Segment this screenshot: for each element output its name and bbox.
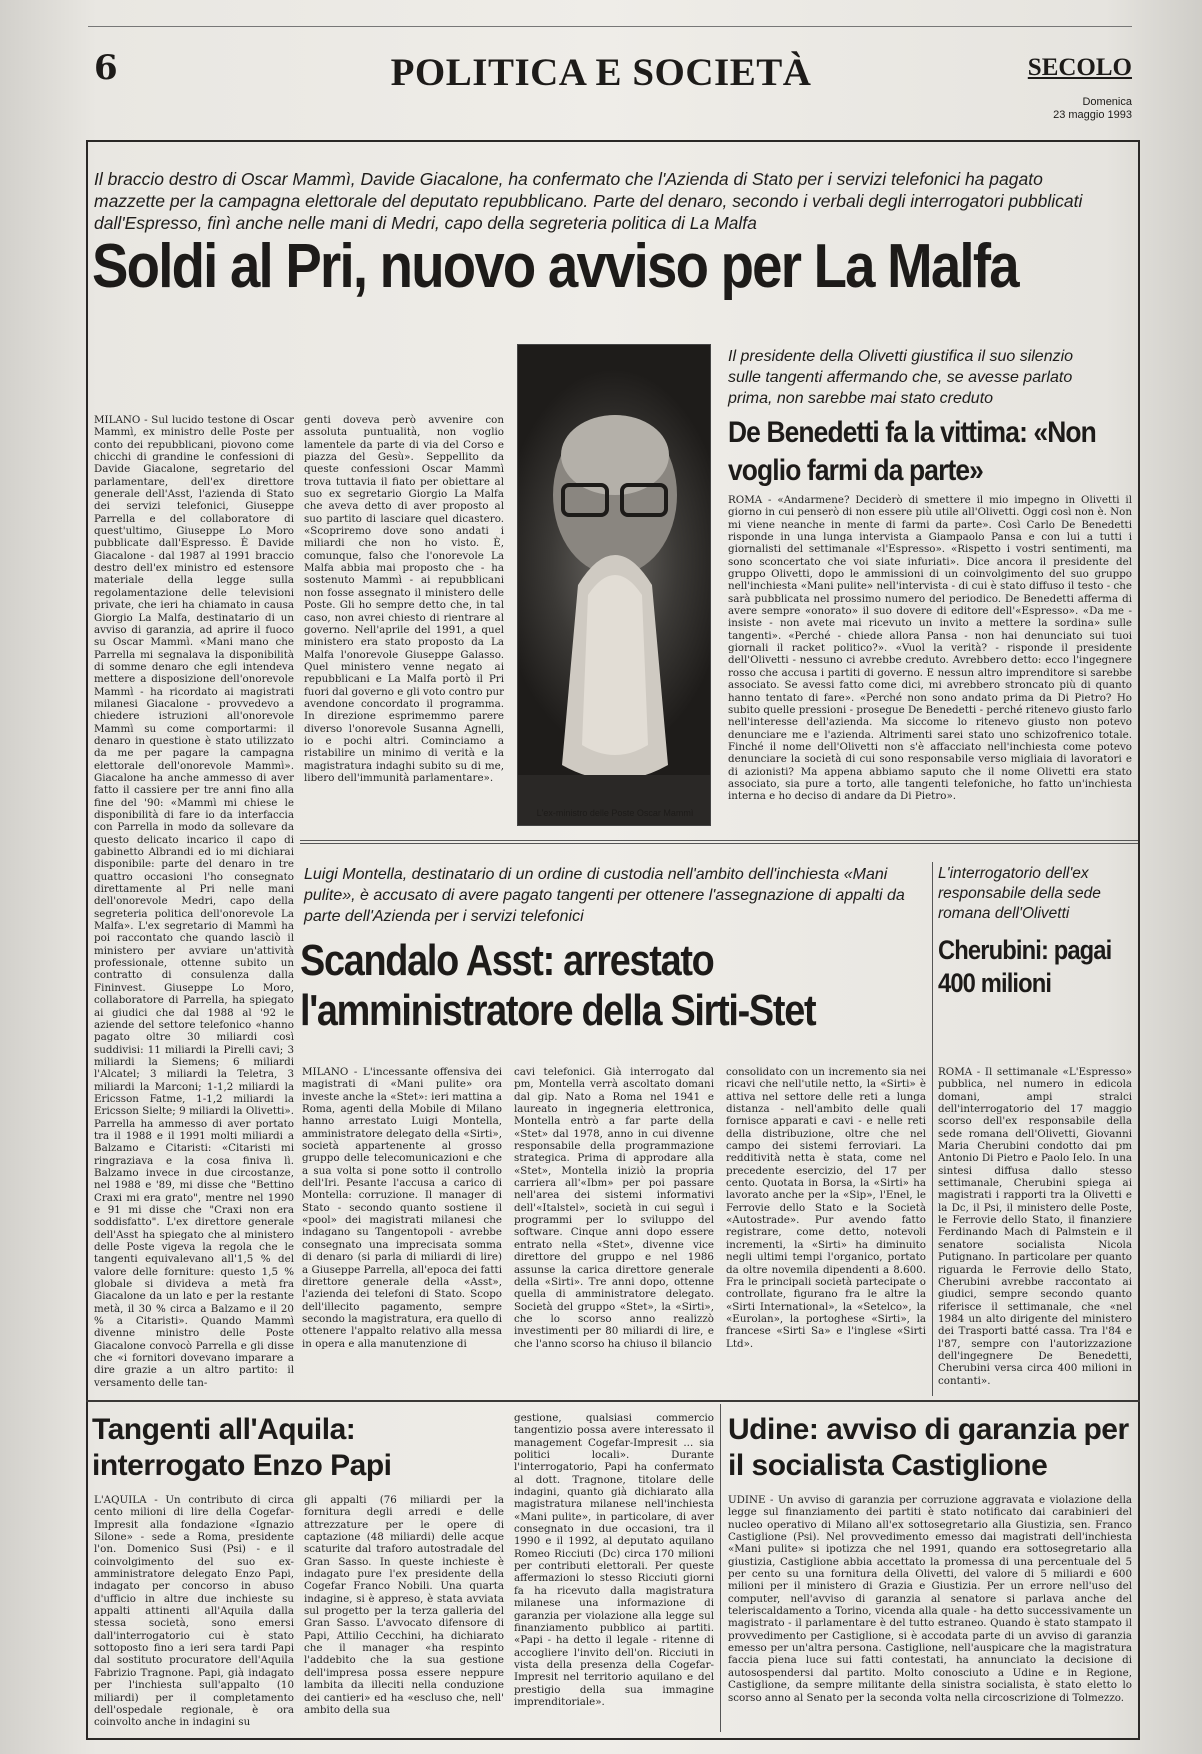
section-rule: [300, 840, 1138, 844]
debenedetti-kicker: Il presidente della Olivetti giustifica il suo silenzio sulle tangenti affermando che, se avesse parlato prima, non sarebbe mai stato creduto: [728, 348, 1074, 407]
sirti-kicker: Luigi Montella, destinatario di un ordine di custodia nell'ambito dell'inchiesta «Mani pulite», è accusato di avere pagato tangenti per ottenere l'assegnazione di appalti da parte dell'Azienda per i servizi telefonici: [304, 866, 905, 925]
portrait-figure: [518, 345, 711, 826]
main-col1: MILANO - Sul lucido testone di Oscar Mammì, ex ministro delle Poste per conto dei repubblicani, piovono come chicchi di grandine le confessioni di Davide Giacalone, segretario del parlamentare, dell'ex direttore generale dell'Asst, l'azienda di Stato dei servizi telefonici, Giuseppe Parrella e del collaboratore di quest'ultimo, Giuseppe Lo Moro pubblicate dall'Espresso. È Davide Giacalone - dal 1987 al 1991 braccio destro dell'ex ministro ed estensore materiale della legge sulla regolamentazione delle televisioni private, che ieri ha chiamato in causa Giorgio La Malfa, destinatario di un avviso di garanzia, ad aprire il fuoco su Oscar Mammì. «Mani mano che Parrella mi segnalava la disponibilità di somme denaro che egli intendeva mettere a disposizione dell'onorevole Mammì - ha ricordato ai magistrati milanesi Giacalone - provvedevo a chiedere istruzioni all'onorevole Mammì su come comportarmi: il denaro in questione è stato utilizzato da me per pagare la campagna elettorale dell'onorevole Mammì». Giacalone ha anche ammesso di aver fatto il cassiere per tre anni fino alla fine del '90: «Mammì mi chiese le disponibilità di fare io da interfaccia con Parrella in modo da sollevare da questo delicato incarico il capo di gabinetto Albrandi ed io mi dichiarai disponibile: parte del denaro in tre quattro occasioni l'ho consegnato direttamente al Pri nelle mani dell'onorevole Medri, capo della segreteria politica dell'onorevole La Malfa». L'ex segretario di Mammì ha poi raccontato che quando lasciò il ministero per avviare un'attività professionale, ottenne subito un contratto di consulenza dalla Fininvest. Giuseppe Lo Moro, collaboratore di Parrella, ha spiegato ai giudici che dal 1988 al '92 le aziende del settore telefonico «hanno pagato oltre 30 miliardi così suddivisi: 11 miliardi la Pirelli cavi; 3 miliardi la Siemens; 6 miliardi l'Alcatel; 3 miliardi la Teletra, 3 miliardi la Marconi; 1-1,2 miliardi la Ericsson Fatme, 1-1,2 miliardi la Ericsson Sielte; 9 miliardi la Olivetti». Parrella ha ammesso di aver portato tra il 1988 e il 1991 molti miliardi a Balzamo e Citaristi: «Citaristi mi ringraziava e la cosa finiva lì. Balzamo invece in due circostanze, nel 1988 e '89, mi disse che "Bettino Craxi mi era grato", mentre nel 1990 e 91 mi disse che "Craxi non era soddisfatto". L'ex direttore generale dell'Asst ha spiegato che al ministero delle Poste vigeva la regola che le tangenti equivalevano all'1,5 % del valore delle forniture: questo 1,5 % globale si divideva a metà fra Giacalone da un lato e per la restante metà, il 30 % circa a Balzamo e il 20 % a Citaristi». Quando Mammì divenne ministro delle Poste Giacalone convocò Parrella e gli disse che «i fornitori dovevano imparare a dire grazie a un altro partito: il versamento delle tan-: [94, 414, 294, 1389]
sirti-headline: Scandalo Asst: arrestato l'amministratore della Sirti-Stet: [300, 936, 816, 1035]
sirti-col2: cavi telefonici. Già interrogato dal pm, Montella verrà ascoltato domani dal gip. Nato a Roma nel 1941 e laureato in ingegneria elettronica, Montella entrò a far parte della «Stet» dal 1978, anno in cui divenne responsabile della programmazione strategica. Prima di approdare alla «Stet», Montella iniziò la propria carriera all'«Ibm» per poi passare nell'area dei sistemi informativi dell'«Italstel», società in cui seguì i programmi per lo sviluppo del software. Cinque anni dopo essere entrato nella «Stet», divenne vice direttore del gruppo e nel 1986 assunse la carica direttore generale della «Sirti». Tre anni dopo, ottenne quella di amministratore delegato. Società del gruppo «Stet», la «Sirti», che lo scorso anno realizzò investimenti per 80 miliardi di lire, e che l'anno scorso ha chiuso il bilancio: [514, 1066, 714, 1350]
cherubini-kicker: L'interrogatorio dell'ex responsabile della sede romana dell'Olivetti: [938, 865, 1101, 922]
page-number: 6: [94, 48, 118, 88]
sirti-col3: consolidato con un incremento sia nei ricavi che nell'utile netto, la «Sirti» è attiva nel settore delle reti a lunga distanza - nell'ambito delle quali fornisce apparati e cavi - e nelle reti della distribuzione, oltre che nel campo dei sistemi ferroviari. La redditività netta è stata, come nel precedente esercizio, del 17 per cento. Quotata in Borsa, la «Sirti» ha lavorato anche per la «Sip», l'Enel, le Ferrovie dello Stato e la Società «Autostrade». Pur avendo fatto registrare, come detto, notevoli incrementi, la «Sirti» ha diminuito negli ultimi tempi l'organico, portato da oltre novemila dipendenti a 8.600. Fra le principali società partecipate o controllate, figurano fra le altre la «Sirti International», la «Setelco», la «Eurolan», la portoghese «Sirti», la francese «Sirti Sa» e l'inglese «Sirti Ltd».: [726, 1066, 926, 1350]
udine-divider: [720, 1404, 721, 1732]
section-title: POLITICA E SOCIETÀ: [390, 51, 812, 94]
dateline: [992, 96, 1132, 122]
aquila-col2: gli appalti (76 miliardi per la fornitura degli arredi e delle attrezzature per le opere di captazione (48 miliardi) delle acque scaturite dal traforo autostradale del Gran Sasso. In queste inchieste è indagato pure l'ex presidente della Cogefar Franco Nobili. Una quarta indagine, si è appreso, è stata avviata sul progetto per la terza galleria del Gran Sasso. L'avvocato difensore di Papi, Attilio Cecchini, ha dichiarato che il manager «ha respinto l'addebito che la sua gestione dell'impresa possa essere neppure lambita da illeciti nella conduzione dei cantieri» ed ha «escluso che, nell' ambito della sua: [304, 1494, 504, 1716]
bottom-rule: [86, 1400, 1140, 1402]
main-col2: genti doveva però avvenire con assoluta puntualità, non voglio lamentele da parte di via del Corso e piazza del Gesù». Seppellito da queste confessioni Oscar Mammì trova tuttavia il fiato per obiettare al suo ex segretario Giorgio La Malfa che aveva detto di aver proposto al suo partito di lasciare quel dicastero. «Scopriremo dove sono andati i miliardi che non ho visto. È, comunque, falso che l'onorevole La Malfa abbia mai proposto che - ha sostenuto Mammì - ai repubblicani non fosse assegnato il ministero delle Poste. Gli ho sempre detto che, in tal caso, non avrei chiesto di rientrare al governo. Nell'aprile del 1991, a quel ministero era stato proposto da La Malfa l'onorevole Giuseppe Galasso. Quel ministero venne negato ai repubblicani e La Malfa portò il Pri fuori dal governo e gli voto contro pur avendone concordato il programma. In direzione esprimemmo parere diverso l'onorevole Susanna Agnelli, io e pochi altri. Cominciamo a ristabilire un minimo di verità e la magistratura indaghi subito su di me, libero dell'immunità parlamentare».: [304, 414, 504, 784]
photo-caption: L'ex-ministro delle Poste Oscar Mammì: [536, 808, 694, 818]
top-rule: [88, 26, 1132, 27]
debenedetti-body: ROMA - «Andarmene? Deciderò di smettere il mio impegno in Olivetti il giorno in cui penserò di non essere più utile all'Olivetti. Oggi così non è. Non mi viene neanche in mente di farmi da parte». Così Carlo De Benedetti risponde in una lunga intervista a Giampaolo Pansa e con lui a tutti i giornalisti del settimanale «l'Espresso». «Rispetto i vostri sentimenti, ma sono sconcertato che voi siate infuriati». Dice ancora il presidente del gruppo Olivetti, dopo le ammissioni di un coinvolgimento del suo gruppo nell'inchiesta «Mani pulite» nell'intervista - di cui è stato diffuso il testo - che sarà pubblicata nel prossimo numero del periodico. De Benedetti afferma di avere sempre «onorato» il suo dovere di editore dell'«Espresso». «Da me - insiste - non avete mai ricevuto un invito a mettere la sordina» sulle tangenti». «Perché - chiede allora Pansa - non hai denunciato sui tuoi giornali il racket politico?». «Vuol la verità? - risponde il presidente dell'Olivetti - nessuno ci avrebbe creduto. Avrebbero detto: ecco l'ingegnere rosso che accusa i partiti di governo. E nessun altro imprenditore si sarebbe associato. Se avessi fatto come dici, mi avrebbero stroncato più di quanto hanno tentato di fare». «Perché non sono andato prima da Di Pietro? Ho subito quelle pressioni - prosegue De Benedetti - perché ritenevo giusto farlo nell'interesse dell'azienda. Ma siccome lo ritenevo giusto non potevo denunciare me e l'azienda. Altrimenti sarei stato uno schizofrenico totale. Finché il nome dell'Olivetti non s'è affacciato nell'inchiesta come potevo denunciare la società di cui sono responsabile verso migliaia di lavoratori e di azionisti? Ma appena abbiamo saputo che il nome Olivetti era stato associato, sia pure a torto, alle tangenti telefoniche, ho fatto un'inchiesta interna e ho deciso di andare da Di Pietro».: [728, 494, 1132, 803]
main-kicker: Il braccio destro di Oscar Mammì, Davide Giacalone, ha confermato che l'Azienda di Stato per i servizi telefonici ha pagato mazzette per la campagna elettorale del deputato repubblicano. Parte del denaro, secondo i verbali degli interrogatori pubblicati dall'Espresso, finì anche nelle mani di Medri, capo della segreteria politica di La Malfa: [94, 169, 1083, 233]
cherubini-divider: [932, 862, 933, 1396]
aquila-col3: gestione, qualsiasi commercio tangentizio possa avere interessato il management Cogefar-Impresit ... sia politici locali». Durante l'interrogatorio, Papi ha confermato al dott. Tragnone, titolare delle indagini, quanto già dichiarato alla magistratura milanese nell'inchiesta «Mani pulite», in particolare, di aver consegnato in due occasioni, tra il 1990 e il 1992, al deputato aquilano Romeo Ricciuti (Dc) circa 170 milioni per contributi elettorali. Per queste affermazioni lo stesso Ricciuti giorni fa ha ricevuto dalla magistratura milanese una informazione di garanzia per violazione alla legge sul finanziamento pubblico ai partiti. «Papi - ha detto il legale - ritenne di accogliere l'invito dell'on. Ricciuti in vista della presenza della Cogefar-Impresit nel territorio aquilano e del prestigio della sua immagine imprenditoriale».: [514, 1412, 714, 1708]
udine-headline: Udine: avviso di garanzia per il socialista Castiglione: [728, 1413, 1129, 1482]
debenedetti-headline: De Benedetti fa la vittima: «Non voglio farmi da parte»: [728, 416, 1096, 487]
cherubini-body: ROMA - Il settimanale «L'Espresso» pubblica, nel numero in edicola domani, ampi stralci dell'interrogatorio del 17 maggio scorso dell'ex responsabile della sede romana dell'Olivetti, Giovanni Maria Cherubini condotto dai pm Antonio Di Pietro e Paolo Ielo. In una sintesi diffusa dallo stesso settimanale, Cherubini spiega ai magistrati i rapporti tra la Olivetti e la Dc, il Psi, il ministero delle Poste, le Ferrovie dello Stato, il finanziere Ferdinando Mach di Palmstein e il senatore socialista Nicola Putignano. In particolare per quanto riguarda le Ferrovie dello Stato, Cherubini avrebbe raccontato ai giudici, sempre secondo quanto riferisce il settimanale, che «nel 1984 un alto dirigente del ministero dei Trasporti batté cassa. Tra l'84 e l'87, sempre con l'autorizzazione dell'ingegnere De Benedetti, Cherubini versa circa 400 milioni in contanti».: [938, 1066, 1132, 1387]
date: 23 maggio 1993: [1053, 109, 1132, 121]
cherubini-headline: Cherubini: pagai 400 milioni: [938, 935, 1112, 998]
aquila-col1: L'AQUILA - Un contributo di circa cento milioni di lire della Cogefar-Impresit alla fondazione «Ignazio Silone» - sede a Roma, presidente l'on. Domenico Susi (Psi) - e il coinvolgimento del suo ex-amministratore delegato Enzo Papi, indagato per concorso in abuso d'ufficio in altre due inchieste su appalti attinenti all'Aquila dalla stessa società, sono emersi dall'interrogatorio cui è stato sottoposto fino a ieri sera tardi Papi dal sostituto procuratore dell'Aquila Fabrizio Tragnone. Papi, già indagato per l'inchiesta sull'appalto (10 miliardi) per il completamento dell'ospedale regionale, è ora coinvolto anche in indagini su: [94, 1494, 294, 1729]
newspaper-name: SECOLO: [1027, 54, 1132, 81]
sirti-col1: MILANO - L'incessante offensiva dei magistrati di «Mani pulite» ora investe anche la «Stet»: ieri mattina a Roma, agenti della Mobile di Milano hanno arrestato Luigi Montella, amministratore delegato della «Sirti», società appartenente al grosso gruppo delle telecomunicazioni e che a sua volta si pone sotto il controllo dell'Iri. Pesante l'accusa a carico di Montella: corruzione. Il manager di Stato - secondo quanto sostiene il «pool» dei magistrati milanesi che indagano su Tangentopoli - avrebbe consegnato una imprecisata somma di denaro (si parla di miliardi di lire) a Giuseppe Parrella, all'epoca dei fatti direttore generale della «Asst», l'azienda dei telefoni di Stato. Scopo dell'illecito pagamento, sempre secondo la magistratura, era quello di ottenere l'appalto relativo alla messa in opera e alla manutenzione di: [302, 1066, 502, 1350]
udine-body: UDINE - Un avviso di garanzia per corruzione aggravata e violazione della legge sul finanziamento dei partiti è stato notificato dai carabinieri del nucleo operativo di Milano all'ex sottosegretario alla Giustizia, sen. Franco Castiglione (Psi). Nel provvedimento emesso dai magistrati dell'inchiesta «Mani pulite» si ipotizza che nel 1991, quando era sottosegretario alla giustizia, Castiglione abbia accettato la promessa di una percentuale del 5 per cento su una fornitura della Olivetti, del valore di 5 miliardi e 600 milioni per il ministero di Grazia e Giustizia. Per un errore nell'uso del computer, nell'avviso di garanzia al senatore si parlava anche del teleriscaldamento a Torino, vicenda alla quale - ha detto successivamente un magistrato - il parlamentare è del tutto estraneo. Quando è stato stampato il provvedimento per Castiglione, si è accodata parte di un avviso di garanzia emesso per un'altra persona. Castiglione, nell'auspicare che la magistratura faccia piena luce sui fatti contestati, ha annunciato la decisione di autosospendersi dal partito. Molto conosciuto a Udine e in Regione, Castiglione, da sempre militante della sinistra socialista, è stato eletto lo scorso anno al Senato per la seconda volta nella circoscrizione di Tolmezzo.: [728, 1494, 1132, 1704]
photo-oscar-mammi: [517, 344, 711, 826]
day: Domenica: [1082, 96, 1132, 108]
main-headline: Soldi al Pri, nuovo avviso per La Malfa: [92, 232, 1018, 301]
aquila-headline: Tangenti all'Aquila: interrogato Enzo Papi: [92, 1413, 392, 1482]
